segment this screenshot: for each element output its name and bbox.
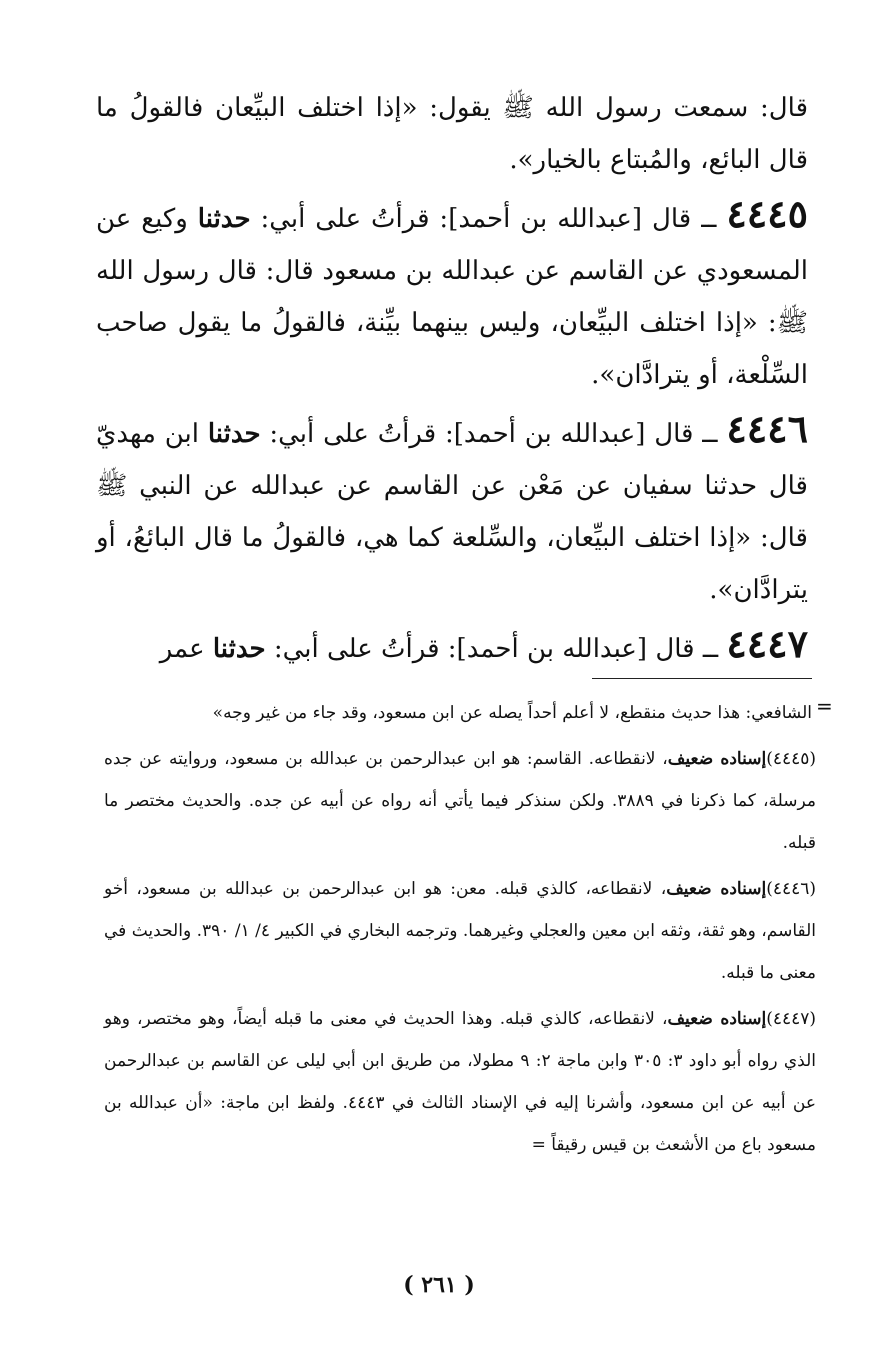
footnote-4447 xyxy=(104,998,816,1166)
hadith-number: ٤٤٤٥ xyxy=(726,191,808,236)
hadith-lead: قال [عبدالله بن أحمد]: قرأتُ على أبي: xyxy=(269,419,694,449)
hadith-4446 xyxy=(96,403,808,616)
hadith-number: ٤٤٤٧ xyxy=(726,621,808,666)
footnote-bold: إسناده ضعيف xyxy=(666,879,767,899)
hadith-bold-word: حدثنا xyxy=(212,634,266,664)
hadith-text: وكيع عن المسعودي عن القاسم عن عبدالله بن مسعود قال: قال رسول الله ﷺ: «إذا اختلف البيِّعان، وليس بينهما بيِّنة، فالقولُ ما يقول صاحب السِّلْعة، أو يترادَّان». xyxy=(96,204,808,390)
hadith-text: عمر xyxy=(159,634,205,664)
continuation-mark: = xyxy=(816,694,833,718)
hadith-dash: ــ xyxy=(702,634,719,664)
footnote-number: (٤٤٤٦) xyxy=(766,879,816,899)
footnote-number: (٤٤٤٧) xyxy=(766,1009,816,1029)
footnote-text: ، لانقطاعه، كالذي قبله. معن: هو ابن عبدالرحمن بن عبدالله بن مسعود، أخو القاسم، وهو ثقة، وثقه ابن معين والعجلي وغيرهما. وترجمه البخاري في الكبير ٤/ ١/ ٣٩٠. والحديث في معنى ما قبله. xyxy=(104,879,816,983)
intro-paragraph: قال: سمعت رسول الله ﷺ يقول: «إذا اختلف البيِّعان فالقولُ ما قال البائع، والمُبتاع بالخيار». xyxy=(96,93,808,175)
hadith-number: ٤٤٤٦ xyxy=(726,406,808,451)
footnote-4445 xyxy=(104,738,816,864)
page-number: ( ٢٦١ ) xyxy=(403,1272,475,1298)
hadith-bold-word: حدثنا xyxy=(197,204,251,234)
footnote-separator xyxy=(592,678,812,679)
footnote-number: (٤٤٤٥) xyxy=(766,749,816,769)
footnote-4446 xyxy=(104,868,816,994)
footnotes xyxy=(104,692,816,1170)
hadith-lead: قال [عبدالله بن أحمد]: قرأتُ على أبي: xyxy=(260,204,692,234)
hadith-dash: ــ xyxy=(701,204,717,234)
main-text xyxy=(96,82,808,677)
hadith-dash: ــ xyxy=(702,419,718,449)
footnote-text: ، لانقطاعه، كالذي قبله. وهذا الحديث في معنى ما قبله أيضاً، وهو مختصر، وهو الذي رواه أبو داود ٣: ٣٠٥ وابن ماجة ٢: ٩ مطولا، من طريق ابن أبي ليلى عن القاسم بن عبدالرحمن عن أبيه عن ابن مسعود، وأشرنا إليه في الإسناد الثالث في ٤٤٤٣. ولفظ ابن ماجة: «أن عبدالله بن مسعود باع من الأشعث بن قيس رقيقاً = xyxy=(104,1009,817,1155)
hadith-text: ابن مهديّ قال حدثنا سفيان عن مَعْن عن القاسم عن عبدالله عن النبي ﷺ قال: «إذا اختلف البيِّعان، والسِّلعة كما هي، فالقولُ ما قال البائعُ، أو يترادَّان». xyxy=(96,419,808,605)
hadith-4445 xyxy=(96,188,808,401)
footnote-continued: الشافعي: هذا حديث منقطع، لا أعلم أحداً يصله عن ابن مسعود، وقد جاء من غير وجه» xyxy=(212,703,812,723)
footnote-bold: إسناده ضعيف xyxy=(667,1009,767,1029)
hadith-bold-word: حدثنا xyxy=(207,419,261,449)
hadith-lead: قال [عبدالله بن أحمد]: قرأتُ على أبي: xyxy=(273,634,695,664)
footnote-bold: إسناده ضعيف xyxy=(667,749,767,769)
footnote-text: ، لانقطاعه. القاسم: هو ابن عبدالرحمن بن عبدالله بن مسعود، وروايته عن جده مرسلة، كما ذكرنا في ٣٨٨٩. ولكن سنذكر فيما يأتي أنه رواه عن أبيه عن جده. والحديث مختصر ما قبله. xyxy=(104,749,816,853)
hadith-4447 xyxy=(96,618,808,675)
